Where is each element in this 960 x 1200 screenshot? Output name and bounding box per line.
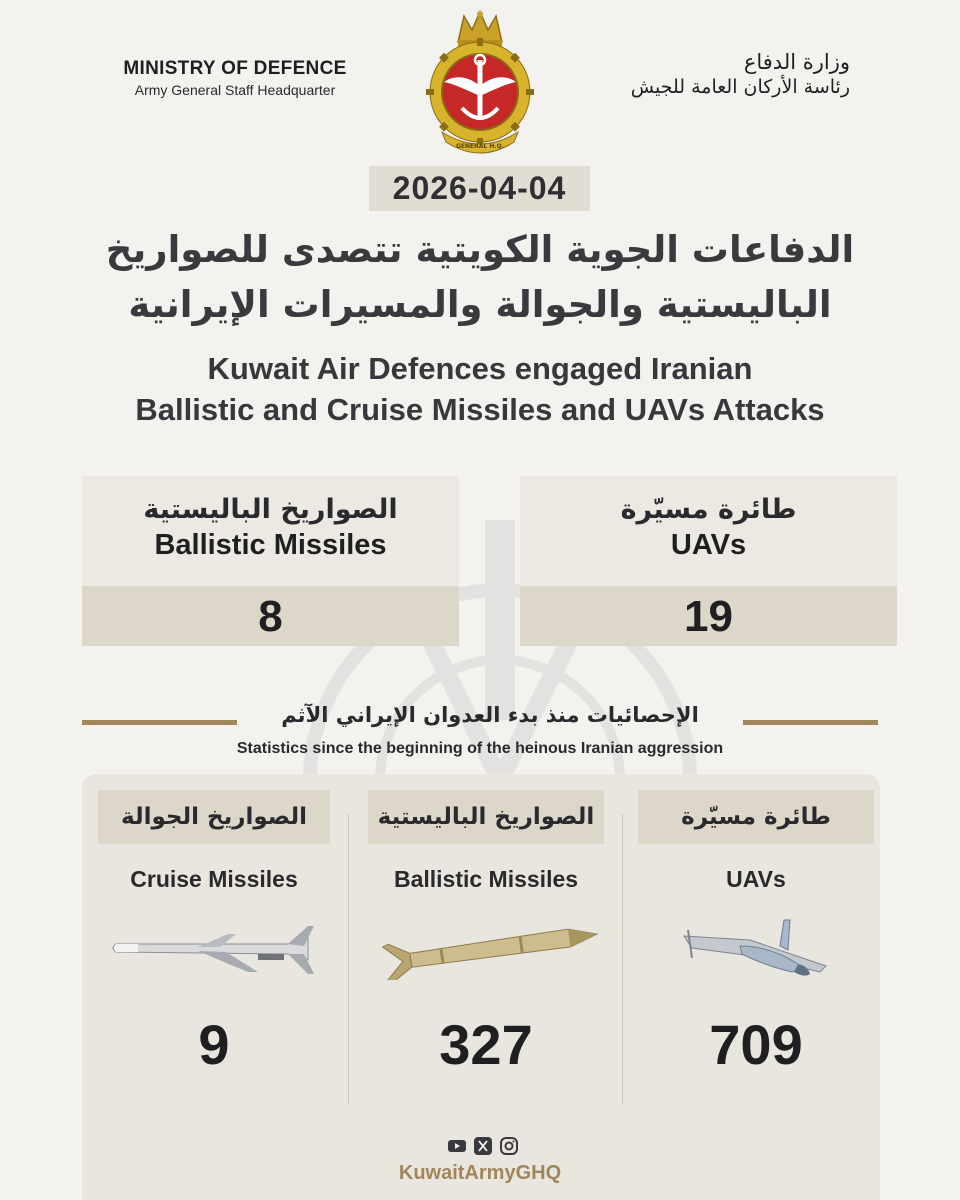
- hq-subtitle-en: Army General Staff Headquarter: [134, 82, 336, 98]
- ministry-title-en: MINISTRY OF DEFENCE: [123, 58, 347, 79]
- headline-ar-line2: الباليستية والجوالة والمسيرات الإيرانية: [128, 283, 832, 326]
- stats-heading-ar: الإحصائيات منذ بدء العدوان الإيراني الآثم: [281, 703, 699, 727]
- stats-cruise-label-en: Cruise Missiles: [130, 866, 298, 892]
- today-uav-label-ar: طائرة مسيّرة: [620, 494, 797, 525]
- stats-uav-count: 709: [709, 1013, 803, 1076]
- divider-left: [82, 720, 237, 725]
- today-uav-card: [520, 476, 897, 646]
- today-ballistic-count: 8: [82, 586, 459, 646]
- stats-ballistic-label-en: Ballistic Missiles: [393, 866, 579, 892]
- header-arabic: [590, 50, 850, 98]
- social-handle[interactable]: KuwaitArmyGHQ: [398, 1162, 562, 1184]
- column-separator: [622, 814, 623, 1104]
- youtube-icon[interactable]: [447, 1136, 467, 1156]
- column-separator: [348, 814, 349, 1104]
- stats-cruise-count: 9: [198, 1013, 230, 1076]
- today-uav-count: 19: [520, 586, 897, 646]
- emblem-en-text: GENERAL H.Q.: [456, 143, 504, 150]
- stats-uav-label-en: UAVs: [726, 866, 786, 892]
- headline-en-line1: Kuwait Air Defences engaged Iranian: [207, 351, 753, 386]
- today-ballistic-card: [82, 476, 459, 646]
- stats-uav-label-ar: طائرة مسيّرة: [638, 790, 874, 844]
- today-ballistic-label-en: Ballistic Missiles: [154, 529, 387, 561]
- report-date: 2026-04-04: [369, 166, 590, 211]
- ballistic-missile-icon: [380, 918, 602, 980]
- divider-right: [743, 720, 878, 725]
- cruise-missile-icon: [108, 920, 320, 980]
- today-uav-label-en: UAVs: [670, 529, 747, 561]
- today-ballistic-label-ar: الصواريخ الباليستية: [143, 494, 398, 525]
- stats-heading-en: Statistics since the beginning of the heinous Iranian aggression: [236, 740, 724, 757]
- stats-ballistic-label-ar: الصواريخ الباليستية: [368, 790, 604, 844]
- stats-ballistic-count: 327: [439, 1013, 533, 1076]
- social-links: [447, 1136, 519, 1158]
- headline-en-line2: Ballistic and Cruise Missiles and UAVs Attacks: [135, 392, 825, 427]
- hq-subtitle-ar: رئاسة الأركان العامة للجيش: [630, 76, 850, 98]
- drone-icon: [680, 906, 830, 996]
- header-english: [60, 58, 410, 98]
- x-icon[interactable]: [473, 1136, 493, 1156]
- ministry-title-ar: وزارة الدفاع: [743, 50, 850, 74]
- stats-cruise-label-ar: الصواريخ الجوالة: [98, 790, 330, 844]
- headline-ar-line1: الدفاعات الجوية الكويتية تتصدى للصواريخ: [105, 228, 855, 271]
- kuwait-army-emblem-icon: [420, 8, 540, 158]
- instagram-icon[interactable]: [499, 1136, 519, 1156]
